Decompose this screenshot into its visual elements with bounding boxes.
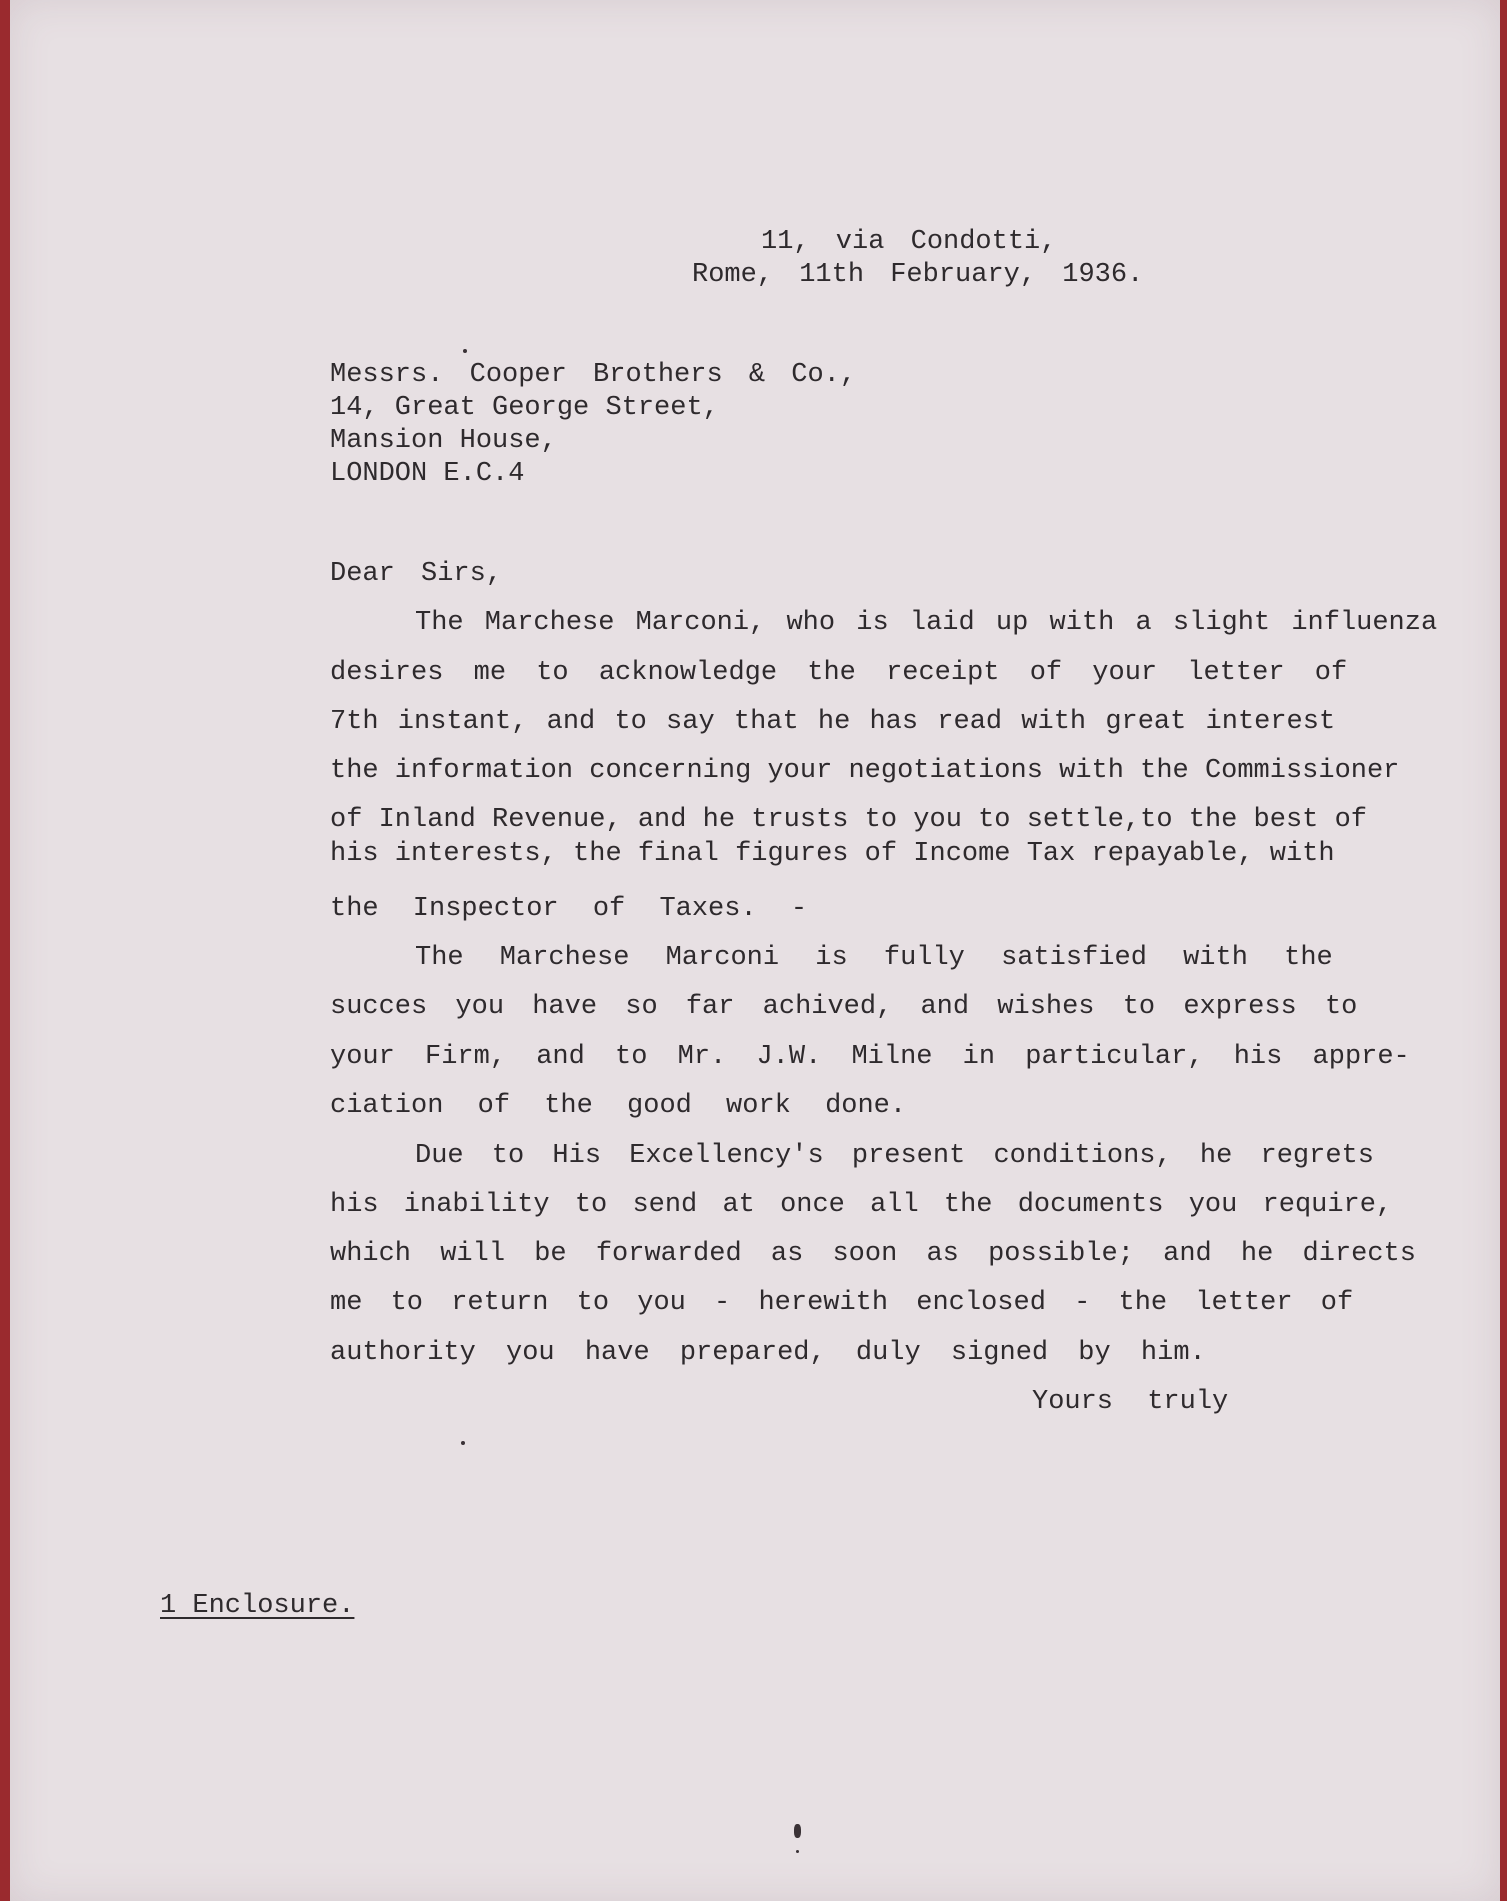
letter-date: Rome, 11th February, 1936.: [692, 260, 1144, 290]
body-line: which will be forwarded as soon as possible; and he directs: [330, 1239, 1416, 1269]
body-line: the information concerning your negotiations with the Commissioner: [330, 756, 1400, 786]
enclosure-note: 1 Enclosure.: [160, 1591, 355, 1621]
ink-speck: [463, 349, 467, 353]
body-line: authority you have prepared, duly signed by him.: [330, 1338, 1206, 1368]
ink-speck: [796, 1850, 799, 1853]
body-line: his inability to send at once all the documents you require,: [330, 1190, 1393, 1220]
recipient-line: 14, Great George Street,: [330, 393, 719, 423]
body-line: desires me to acknowledge the receipt of your letter of: [330, 658, 1348, 688]
sender-address: 11, via Condotti,: [761, 227, 1057, 257]
body-line: his interests, the final figures of Income Tax repayable, with: [330, 839, 1335, 869]
body-line: your Firm, and to Mr. J.W. Milne in particular, his appre-: [330, 1042, 1410, 1072]
recipient-line: LONDON E.C.4: [330, 459, 525, 489]
closing: Yours truly: [1032, 1387, 1229, 1417]
body-line: The Marchese Marconi is fully satisfied with the: [415, 943, 1333, 973]
body-line: ciation of the good work done.: [330, 1091, 907, 1121]
recipient-line: Messrs. Cooper Brothers & Co.,: [330, 360, 857, 390]
body-line: Due to His Excellency's present conditions, he regrets: [415, 1141, 1374, 1171]
salutation: Dear Sirs,: [330, 559, 503, 589]
body-line: of Inland Revenue, and he trusts to you to settle,to the best of: [330, 805, 1367, 835]
body-line: the Inspector of Taxes. -: [330, 894, 808, 924]
body-line: succes you have so far achived, and wishes to express to: [330, 992, 1358, 1022]
body-line: me to return to you - herewith enclosed - the letter of: [330, 1288, 1354, 1318]
recipient-line: Mansion House,: [330, 426, 557, 456]
ink-speck: [461, 1441, 465, 1445]
body-line: 7th instant, and to say that he has read with great interest: [330, 707, 1336, 737]
letter-page: [10, 0, 1500, 1901]
body-line: The Marchese Marconi, who is laid up with a slight influenza: [415, 608, 1438, 638]
ink-speck: [794, 1824, 801, 1838]
